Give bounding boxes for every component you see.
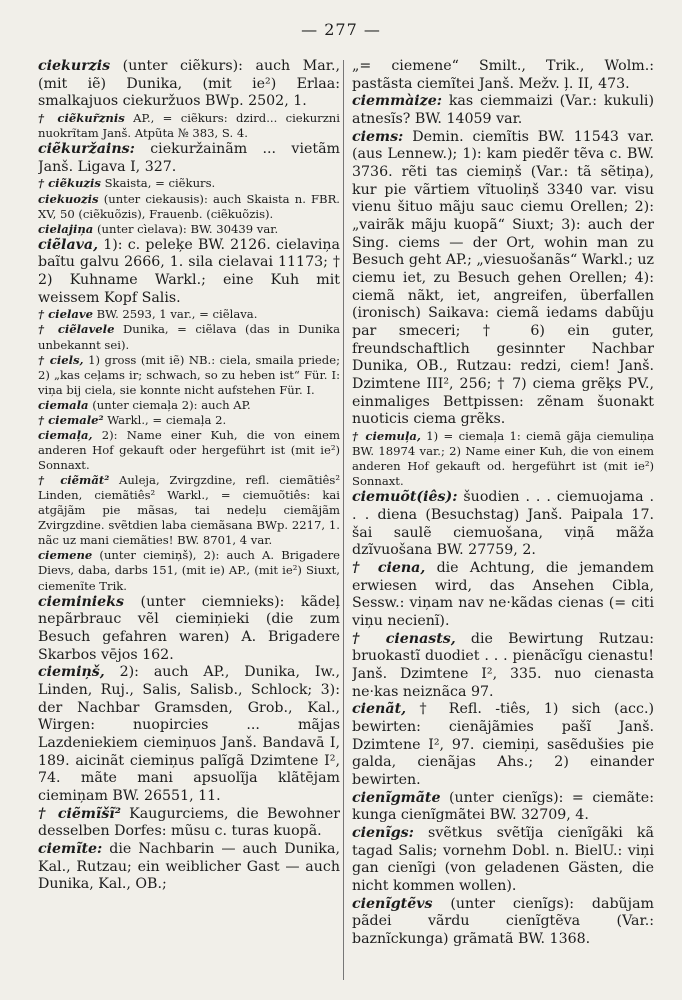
dictionary-entry bbox=[352, 489, 654, 560]
dictionary-entry bbox=[38, 548, 340, 593]
entry-text: ciekuržainãm ... vietãm Janš. Ligava I, 327. bbox=[38, 141, 340, 175]
entry-headword: ciemaļa, bbox=[38, 427, 93, 442]
dictionary-entry bbox=[38, 141, 340, 176]
entry-headword: ciemene bbox=[38, 548, 93, 563]
left-column bbox=[38, 58, 340, 988]
entry-text: (unter cìelava): BW. 30439 var. bbox=[93, 221, 279, 236]
dictionary-entry bbox=[352, 560, 654, 631]
entry-text: AP., = ciẽkurs: dzird... ciekurzni nuokrĩtam Janš. Atpũta № 383, S. 4. bbox=[38, 111, 340, 141]
entry-text: (unter ciekausis): auch Skaista n. FBR. XV, 50 (ciẽkuõzis), Frauenb. (ciẽkuõzis). bbox=[38, 191, 340, 221]
entry-text: kas ciemmaizi (Var.: kukuli) atnesĩs? BW. 14059 var. bbox=[352, 93, 654, 128]
entry-headword: † ciẽlavele bbox=[38, 322, 115, 337]
dictionary-entry bbox=[352, 701, 654, 789]
entry-headword: cienĩgs: bbox=[352, 825, 414, 842]
entry-text: BW. 2593, 1 var., = ciẽlava. bbox=[92, 307, 258, 322]
column-divider bbox=[343, 60, 344, 980]
entry-text: 1) = ciemaļa 1: ciemã gãja ciemuliņa BW. 18974 var.; 2) Name einer Kuh, die von einem anderen Hof gekauft od. hergeführt ist (mit ie²) Sonnaxt. bbox=[352, 429, 654, 489]
dictionary-entry bbox=[352, 58, 654, 93]
dictionary-entry bbox=[38, 841, 340, 894]
dictionary-entry bbox=[38, 594, 340, 665]
dictionary-entry bbox=[38, 58, 340, 111]
entry-text: (unter cienĩgs): dabũjam pãdei vãrdu cienĩgtẽva (Var.: baznĩckunga) grãmatã BW. 1368. bbox=[352, 895, 654, 948]
entry-headword: ciemmàize: bbox=[352, 93, 442, 110]
dictionary-entry bbox=[38, 322, 340, 352]
entry-text: svẽtkus svẽtĩja cienĩgãki kã tagad Salis; vornehm Dobl. n. BielU.: viņi gan cienĩgi (von geladenen Gästen, die nicht kommen wollen). bbox=[352, 825, 654, 895]
dictionary-entry bbox=[38, 413, 340, 428]
entry-headword: † ciẽkur̃znis bbox=[38, 111, 125, 126]
entry-text: Kaugurciems, die Bewohner desselben Dorfes: mũsu c. turas kuopã. bbox=[38, 805, 340, 840]
entry-headword: † ciẽmãt² bbox=[38, 473, 110, 488]
entry-headword: cienĩgmãte bbox=[352, 789, 441, 806]
entry-text: Warkl., = ciemaļa 2. bbox=[103, 412, 227, 427]
entry-headword: cielajiņa bbox=[38, 221, 94, 236]
entry-text: „= ciemene“ Smilt., Trik., Wolm.: pastãsta ciemĩtei Janš. Mežv. ļ. II, 473. bbox=[352, 58, 654, 92]
entry-text: 2): auch AP., Dunika, Iw., Linden, Ruj., Salis, Salisb., Schlock; 3): der Nachbar Gramsden, Grob., Kal., Wirgen: nuopircies ... mãjas Lazdeniekiem ciemiņuos Janš. Bandavā I, 189. aicinãt ciemiņus palĩgã Dzimtene I², 74. mãte mani apsuolĩja klãtējam ciemiņam BW. 26551, 11. bbox=[38, 664, 340, 804]
entry-text: Dunika, = ciẽlava (das in Dunika unbekannt sei). bbox=[38, 322, 340, 352]
entry-headword: ciems: bbox=[352, 128, 404, 145]
entry-text: Skaista, = ciẽkurs. bbox=[100, 176, 216, 191]
dictionary-entry bbox=[38, 192, 340, 222]
dictionary-entry bbox=[38, 806, 340, 841]
dictionary-entry bbox=[38, 473, 340, 548]
dictionary-entry bbox=[38, 398, 340, 413]
entry-headword: † ciemale² bbox=[38, 412, 104, 427]
dictionary-entry bbox=[38, 428, 340, 473]
dictionary-entry bbox=[38, 222, 340, 237]
right-column bbox=[352, 58, 654, 988]
dictionary-entry bbox=[352, 825, 654, 896]
dictionary-entry bbox=[38, 307, 340, 322]
entry-text: Auleja, Zvirgzdine, refl. ciemãtiês² Linden, ciemãtiês² Warkl., = ciemuõtiês: kai atgãjãm pie mãsas, tai nedeļu ciemãjãm Zvirgzdine. svẽtdien laba ciemãsana BWp. 2217, 1. nãc uz mani ciemãties! BW. 8701, 4 var. bbox=[38, 473, 340, 548]
entry-text: (unter ciemiņš), 2): auch A. Brigadere Dievs, daba, darbs 151, (mit ie) AP., (mit ie²) Siuxt, ciemenĩte Trik. bbox=[38, 548, 340, 593]
entry-headword: ciekuozis bbox=[38, 191, 99, 206]
dictionary-entry bbox=[352, 129, 654, 429]
entry-text: šuodien . . . ciemuojama . . . diena (Besuchstag) Janš. Paipala 17. šai saulẽ ciemuošana, viņã mãža dzĩvuošana BW. 27759, 2. bbox=[352, 489, 654, 559]
entry-headword: † ciels, bbox=[38, 352, 84, 367]
dictionary-entry bbox=[352, 93, 654, 128]
entry-headword: † ciẽkuzis bbox=[38, 176, 101, 191]
entry-text: † Refl. -tiês, 1) sich (acc.) bewirten: cienãjãmies pašĩ Janš. Dzimtene I², 97. ciemiņi, sasẽdušies pie galda, cienãjas Ahs.; 2) einander bewirten. bbox=[352, 701, 654, 789]
entry-text: die Nachbarin — auch Dunika, Kal., Rutzau; ein weiblicher Gast — auch Dunika, Kal., OB.; bbox=[38, 841, 340, 893]
dictionary-entry bbox=[352, 429, 654, 489]
dictionary-entry bbox=[38, 237, 340, 308]
entry-headword: ciekurzis bbox=[38, 58, 111, 74]
entry-headword: ciemala bbox=[38, 397, 89, 412]
entry-headword: cieminieks bbox=[38, 593, 125, 610]
dictionary-entry bbox=[352, 896, 654, 949]
entry-headword: † ciẽmĩšĩ² bbox=[38, 805, 121, 822]
entry-text: (unter ciemaļa 2): auch AP. bbox=[88, 397, 251, 412]
entry-headword: ciemiņš, bbox=[38, 664, 105, 681]
dictionary-entry bbox=[38, 176, 340, 191]
entry-text: die Achtung, die jemandem erwiesen wird, das Ansehen Cibla, Sessw.: viņam nav ne·kãdas cienas (= citi viņu necienĩ). bbox=[352, 560, 654, 630]
dictionary-entry bbox=[38, 664, 340, 805]
entry-headword: † ciena, bbox=[352, 560, 426, 577]
dictionary-entry bbox=[352, 631, 654, 702]
entry-headword: † ciemuļa, bbox=[352, 429, 421, 444]
entry-text: 1) gross (mit iẽ) NB.: ciela, smaila priede; 2) „kas ceļams ir; schwach, so zu heben ist“ Für. I: viņa bij ciela, sie konnte nicht aufstehen Für. I. bbox=[38, 352, 340, 397]
entry-headword: cienĩgtẽvs bbox=[352, 895, 433, 912]
entry-text: 1): c. peleķe BW. 2126. cielaviņa baĩtu galvu 2666, 1. sila cielavai 11173; † 2) Kuhname Warkl.; eine Kuh mit weissem Kopf Salis. bbox=[38, 236, 340, 306]
entry-headword: cienãt, bbox=[352, 701, 407, 718]
entry-text: (unter ciẽkurs): auch Mar., (mit iẽ) Dunika, (mit ie²) Erlaa: smalkajuos ciekuržuos BWp. 2502, 1. bbox=[38, 58, 340, 110]
entry-text: die Bewirtung Rutzau: bruokastĩ duodiet . . . pienãcĩgu cienastu! Janš. Dzimtene I², 335. nuo cienasta ne·kas neiznãca 97. bbox=[352, 630, 654, 700]
page-number: — 277 — bbox=[301, 20, 381, 39]
entry-text: 2): Name einer Kuh, die von einem anderen Hof gekauft oder hergeführt ist (mit ie²) Sonnaxt. bbox=[38, 427, 340, 473]
entry-text: (unter cienĩgs): = ciemãte: kunga cienĩgmãtei BW. 32709, 4. bbox=[352, 789, 654, 824]
dictionary-entry bbox=[38, 353, 340, 398]
entry-headword: ciemĩte: bbox=[38, 841, 103, 858]
dictionary-entry bbox=[38, 111, 340, 141]
entry-headword: † cienasts, bbox=[352, 630, 456, 647]
entry-headword: ciẽlava, bbox=[38, 236, 99, 253]
dictionary-entry bbox=[352, 790, 654, 825]
entry-text: Demin. ciemĩtis BW. 11543 var. (aus Lennew.); 1): kam piedẽr tẽva c. BW. 3736. rẽti tas ciemiņš (Var.: tã sẽtiņa), kur pie vãrtiem vĩtuoliņš 3340 var. visu vienu šituo mãju sauc ciemu Orellen; 2): „vairãk mãju kuopã“ Siuxt; 3): auch der Sing. ciems — der Ort, wohin man zu Besuch geht AP.; „viesuošanãs“ Warkl.; uz ciemu iet, zu Besuch gehen Orellen; 4): ciemã nãkt, iet, angreifen, überfallen (ironisch) Saikava: ciemã iedams dabũju par smeceri; † 6) ein guter, freundschaftlich gesinnter Nachbar Dunika, OB., Rutzau: redzi, ciem! Janš. Dzimtene III², 256; † 7) ciema grẽķs PV., einmaliges Bettpissen: zẽnam šuonakt nuoticis ciema grẽks. bbox=[352, 128, 654, 428]
entry-headword: † cielave bbox=[38, 307, 93, 322]
entry-headword: ciẽkuržains: bbox=[38, 141, 135, 158]
entry-headword: ciemuõt(iês): bbox=[352, 489, 458, 506]
entry-text: (unter ciemnieks): kãdeļ nepãrbrauc vẽl ciemiņieki (die zum Besuch gefahren waren) A. Brigadere Skarbos vējos 162. bbox=[38, 593, 340, 663]
